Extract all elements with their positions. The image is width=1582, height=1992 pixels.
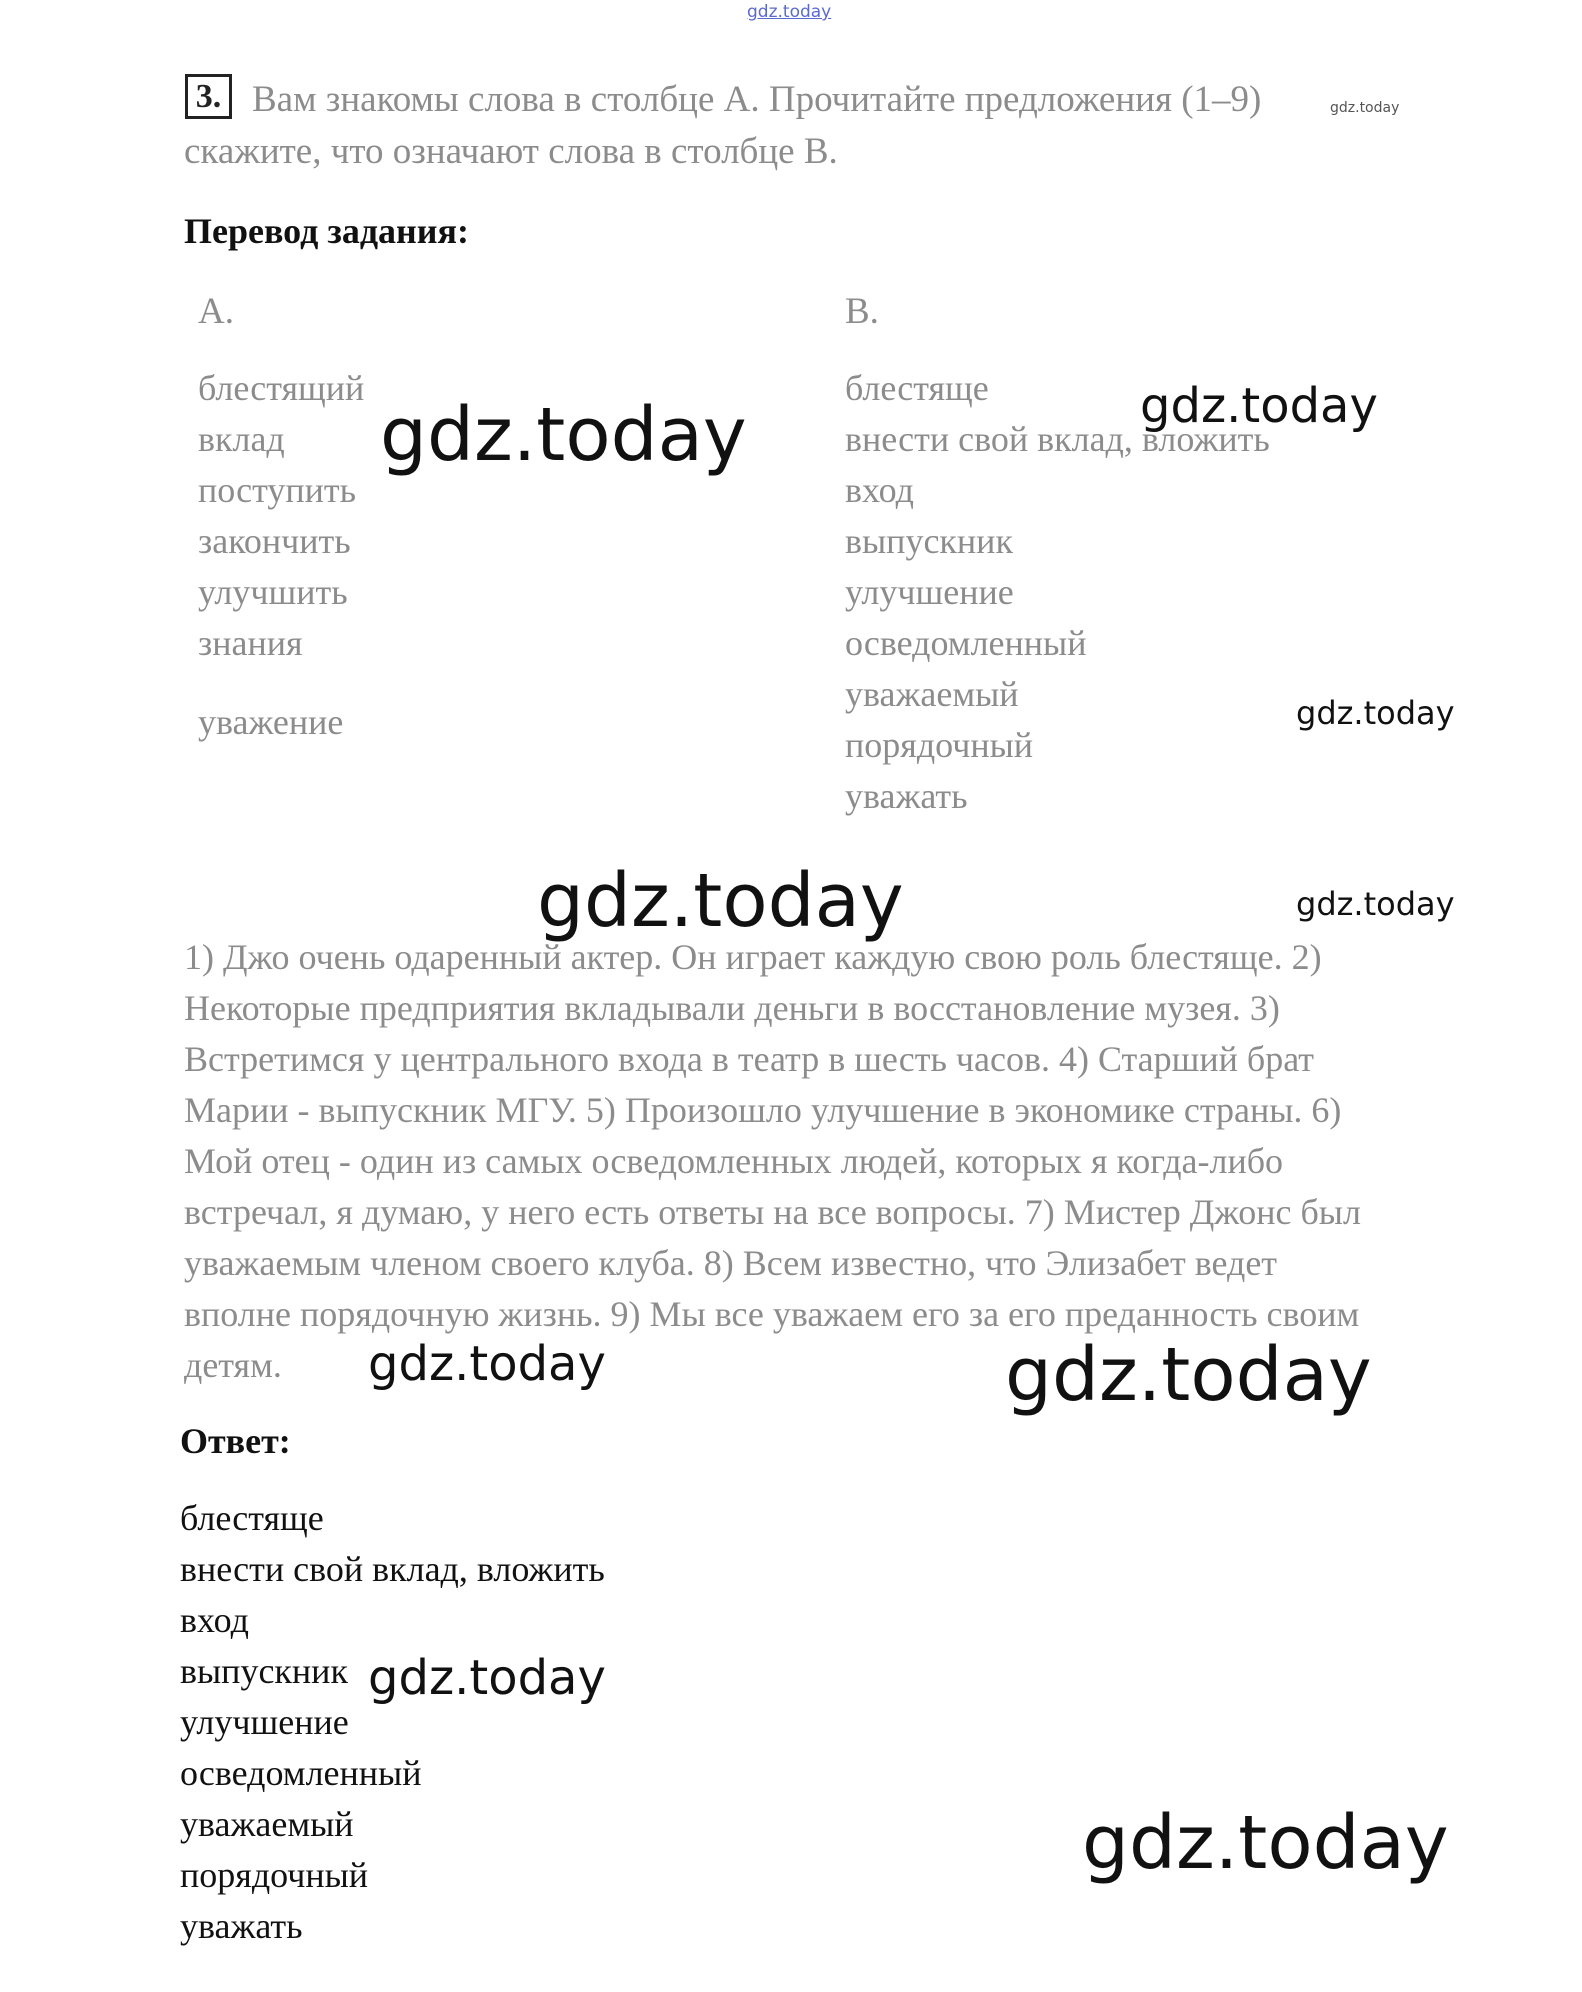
column-b-word: порядочный — [845, 725, 1034, 765]
top-watermark-link[interactable]: gdz.today — [747, 2, 832, 22]
watermark-inline-small: gdz.today — [1330, 100, 1400, 116]
column-b-word: уважать — [845, 776, 968, 816]
watermark-small: gdz.today — [1296, 694, 1455, 732]
column-b-word: внести свой вклад, вложить — [845, 419, 1270, 459]
column-b-word: улучшение — [845, 572, 1014, 612]
task-number: 3. — [195, 77, 222, 115]
answer-item: внести свой вклад, вложить — [180, 1549, 605, 1589]
sentence-line: уважаемым членом своего клуба. 8) Всем известно, что Элизабет ведет — [184, 1243, 1278, 1283]
column-b-word: осведомленный — [845, 623, 1087, 663]
column-a-header: A. — [198, 291, 234, 332]
answer-item: осведомленный — [180, 1753, 422, 1793]
column-a-word: блестящий — [198, 368, 365, 408]
column-a-word: знания — [198, 623, 303, 663]
sentence-line: вполне порядочную жизнь. 9) Мы все уважаем его за его преданность своим — [184, 1294, 1360, 1334]
watermark-large: gdz.today — [1005, 1332, 1372, 1418]
watermark-large: gdz.today — [1082, 1800, 1449, 1886]
column-b-word: уважаемый — [845, 674, 1019, 714]
watermark-small: gdz.today — [1296, 885, 1455, 923]
column-a-word: улучшить — [198, 572, 348, 612]
watermark-large: gdz.today — [380, 392, 747, 478]
translation-heading: Перевод задания: — [184, 211, 469, 251]
column-b-word: блестяще — [845, 368, 989, 408]
sentence-line: Мой отец - один из самых осведомленных людей, которых я когда-либо — [184, 1141, 1284, 1181]
watermark-large: gdz.today — [537, 858, 904, 944]
task-instruction-line2: скажите, что означают слова в столбце В. — [184, 131, 838, 172]
answer-item: выпускник — [180, 1651, 348, 1691]
answer-item: вход — [180, 1600, 249, 1640]
sentence-line: 1) Джо очень одаренный актер. Он играет каждую свою роль блестяще. 2) — [184, 937, 1322, 977]
answer-item: уважаемый — [180, 1804, 354, 1844]
column-a-word: уважение — [198, 702, 344, 742]
answer-heading: Ответ: — [180, 1421, 291, 1461]
answer-item: улучшение — [180, 1702, 349, 1742]
column-a-word: поступить — [198, 470, 357, 510]
watermark-medium: gdz.today — [368, 1336, 606, 1392]
column-b-header: B. — [845, 291, 879, 332]
answer-item: блестяще — [180, 1498, 324, 1538]
sentence-line: встречал, я думаю, у него есть ответы на все вопросы. 7) Мистер Джонс был — [184, 1192, 1361, 1232]
answer-item: порядочный — [180, 1855, 369, 1895]
task-instruction-line1: Вам знакомы слова в столбце А. Прочитайте предложения (1–9) — [252, 79, 1262, 120]
sentence-line: детям. — [184, 1345, 282, 1385]
sentence-line: Некоторые предприятия вкладывали деньги в восстановление музея. 3) — [184, 988, 1280, 1028]
column-b-word: вход — [845, 470, 914, 510]
watermark-medium: gdz.today — [1140, 378, 1378, 434]
sentence-line: Марии - выпускник МГУ. 5) Произошло улучшение в экономике страны. 6) — [184, 1090, 1342, 1130]
task-number-box — [185, 74, 232, 119]
column-a-word: вклад — [198, 419, 285, 459]
answer-item: уважать — [180, 1906, 303, 1946]
column-a-word: закончить — [198, 521, 351, 561]
watermark-medium: gdz.today — [368, 1650, 606, 1706]
sentence-line: Встретимся у центрального входа в театр в шесть часов. 4) Старший брат — [184, 1039, 1315, 1079]
column-b-word: выпускник — [845, 521, 1013, 561]
